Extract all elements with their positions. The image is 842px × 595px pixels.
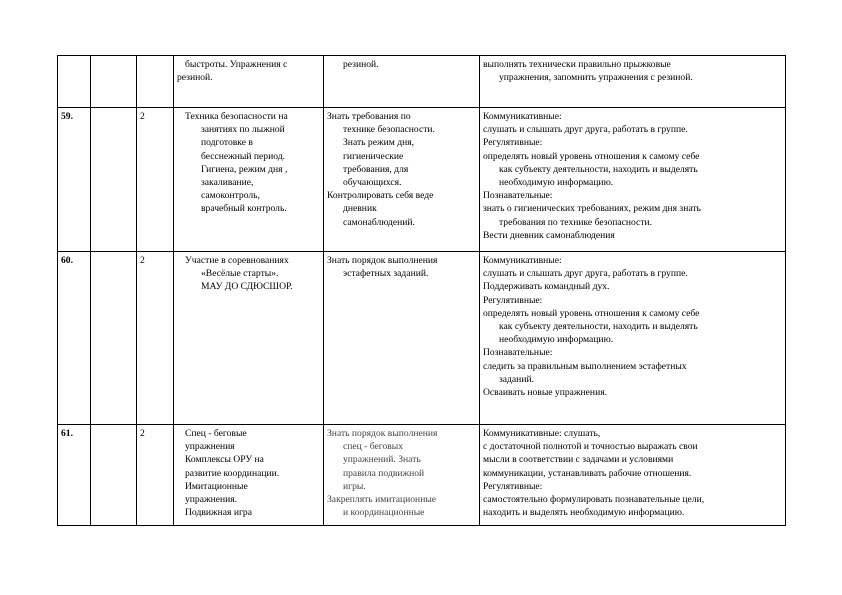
table-row [58, 425, 786, 526]
text-line: Познавательные: [483, 190, 553, 202]
cell-number [58, 56, 91, 108]
cell-number: 59. [58, 108, 91, 252]
text-line: Знать режим дня, [343, 137, 415, 149]
text-line: заданий. [499, 373, 534, 385]
cell-subject-results [324, 108, 480, 252]
cell-subject-results [324, 56, 480, 108]
text-line: знать о гигиенических требованиях, режим дня знать [483, 203, 701, 215]
cell-uud [480, 108, 786, 252]
text-line: определять новый уровень отношения к самому себе [483, 307, 700, 319]
text-line: Вести дневник самонаблюдения [483, 229, 615, 241]
text-line: Контролировать себя веде [327, 190, 434, 202]
cell-subject-results [324, 425, 480, 526]
text-line: коммуникации, устанавливать рабочие отношения. [483, 467, 692, 479]
text-line: необходимую информацию. [499, 334, 614, 346]
text-line: Подвижная игра [185, 507, 252, 519]
cell-topic [174, 425, 324, 526]
text-line: Знать требования по [327, 111, 411, 122]
cell-number: 60. [58, 252, 91, 425]
cell-empty [137, 56, 174, 108]
text-line: требования по технике безопасности. [499, 216, 653, 228]
text-line: упражнения, запомнить упражнения с резиной. [499, 72, 693, 84]
text-line: бесснежный период. [201, 150, 286, 162]
text-line: правила подвижной [343, 467, 425, 479]
text-line: требования, для [343, 163, 409, 175]
text-line: самостоятельно формулировать познавательные цели, [483, 494, 705, 506]
text-line: быстроты. Упражнения с [185, 59, 288, 70]
cell-number: 61. [58, 425, 91, 526]
text-line: Осваивать новые упражнения. [483, 387, 608, 399]
text-line: занятиях по лыжной [201, 124, 285, 136]
text-line: Коммуникативные: [483, 111, 562, 122]
cell-topic [174, 56, 324, 108]
cell-hours: 2 [137, 108, 174, 252]
table-row [58, 108, 786, 252]
text-line: подготовке в [201, 137, 253, 149]
text-line: игры. [343, 480, 366, 492]
cell-hours [91, 425, 137, 526]
text-line: и координационные [343, 507, 425, 519]
text-line: самоконтроль, [201, 190, 260, 202]
table-row [58, 56, 786, 108]
text-line: Имитационные [185, 480, 248, 492]
text-line: Коммуникативные: слушать, [483, 428, 601, 439]
text-line: упражнения [185, 441, 235, 453]
text-line: выполнять технически правильно прыжковые [483, 59, 671, 70]
text-line: эстафетных заданий. [343, 268, 429, 280]
cell-hours [91, 56, 137, 108]
text-line: резиной. [177, 72, 213, 84]
text-line: обучающихся. [343, 177, 402, 189]
text-line: находить и выделять необходимую информацию. [483, 507, 685, 519]
cell-hours: 2 [137, 252, 174, 425]
text-line: закаливание, [201, 177, 254, 189]
cell-subject-results [324, 252, 480, 425]
cell-topic [174, 108, 324, 252]
text-line: Регулятивные: [483, 480, 543, 492]
text-line: необходимую информацию. [499, 177, 614, 189]
text-line: самонаблюдений. [343, 216, 415, 228]
text-line: с достаточной полнотой и точностью выражать свои [483, 441, 698, 453]
text-line: «Весёлые старты». [201, 268, 279, 280]
text-line: Техника безопасности на [185, 111, 288, 122]
cell-hours: 2 [137, 425, 174, 526]
text-line: как субъекту деятельности, находить и выделять [499, 321, 698, 333]
text-line: Гигиена, режим дня , [201, 163, 288, 175]
cell-hours [91, 108, 137, 252]
cell-topic [174, 252, 324, 425]
text-line: врачебный контроль. [201, 203, 287, 215]
text-line: определять новый уровень отношения к самому себе [483, 150, 700, 162]
text-line: слушать и слышать друг друга, работать в группе. [483, 124, 688, 136]
text-line: упражнений. Знать [343, 454, 421, 466]
lesson-plan-table [57, 55, 786, 526]
text-line: Знать порядок выполнения [327, 428, 438, 439]
text-line: Спец - беговые [185, 428, 247, 439]
text-line: развитие координации. [185, 467, 280, 479]
text-line: Поддерживать командный дух. [483, 281, 610, 293]
table-row [58, 252, 786, 425]
text-line: Регулятивные: [483, 137, 543, 149]
text-line: Закреплять имитационные [327, 494, 437, 506]
text-line: Участие в соревнованиях [185, 255, 289, 266]
text-line: следить за правильным выполнением эстафетных [483, 360, 687, 372]
cell-uud [480, 56, 786, 108]
text-line: Познавательные: [483, 347, 553, 359]
text-line: мысли в соответствии с задачами и условиями [483, 454, 674, 466]
cell-hours [91, 252, 137, 425]
cell-uud [480, 252, 786, 425]
text-line: слушать и слышать друг друга, работать в группе. [483, 268, 688, 280]
text-line: Регулятивные: [483, 294, 543, 306]
text-line: Коммуникативные: [483, 255, 562, 266]
text-line: МАУ ДО СДЮСШОР. [201, 281, 293, 293]
text-line: как субъекту деятельности, находить и выделять [499, 163, 698, 175]
cell-uud [480, 425, 786, 526]
text-line: спец - беговых [343, 441, 404, 453]
text-line: технике безопасности. [343, 124, 435, 136]
text-line: Комплексы ОРУ на [185, 454, 264, 466]
text-line: Знать порядок выполнения [327, 255, 438, 266]
text-line: дневник [343, 203, 377, 215]
text-line: упражнения. [185, 494, 238, 506]
text-line: резиной. [343, 59, 379, 70]
text-line: гигиенические [343, 150, 404, 162]
